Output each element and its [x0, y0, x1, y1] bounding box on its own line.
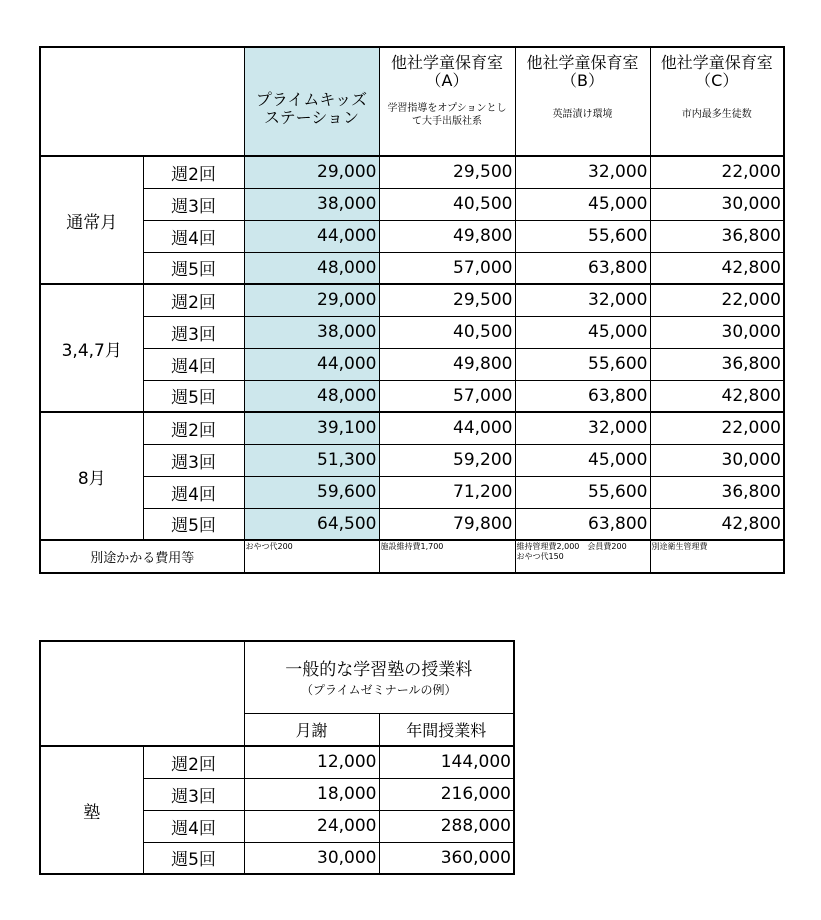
price-row — [40, 476, 784, 508]
header-empty-cell — [40, 47, 244, 156]
price-cell: 71,200 — [379, 476, 515, 508]
price-cell: 36,800 — [650, 220, 784, 252]
price-row — [40, 508, 784, 540]
extra-cost-note: 施設維持費1,700 — [379, 540, 515, 573]
price-row — [40, 412, 784, 444]
price-cell: 38,000 — [244, 188, 379, 220]
frequency-label: 週4回 — [143, 810, 244, 842]
price-cell: 63,800 — [515, 380, 650, 412]
price-cell: 22,000 — [650, 156, 784, 188]
price-cell: 57,000 — [379, 380, 515, 412]
frequency-label: 週4回 — [143, 476, 244, 508]
cram-school-fee-table — [39, 640, 515, 875]
price-cell: 32,000 — [515, 156, 650, 188]
price-cell: 63,800 — [515, 252, 650, 284]
col-header-annual: 年間授業料 — [379, 713, 514, 746]
price-cell: 29,000 — [244, 156, 379, 188]
price-row — [40, 316, 784, 348]
frequency-label: 週3回 — [143, 444, 244, 476]
price-row — [40, 284, 784, 316]
extra-cost-note: 別途衛生管理費 — [650, 540, 784, 573]
price-cell: 29,500 — [379, 284, 515, 316]
price-cell: 32,000 — [515, 284, 650, 316]
extra-cost-note: おやつ代200 — [244, 540, 379, 573]
cram-header-title: 一般的な学習塾の授業料 （プライムゼミナールの例） — [244, 641, 514, 713]
cram-group-label: 塾 — [40, 746, 143, 874]
price-cell: 44,000 — [244, 220, 379, 252]
price-cell: 30,000 — [650, 188, 784, 220]
month-group-label: 3,4,7月 — [40, 284, 143, 412]
price-cell: 36,800 — [650, 348, 784, 380]
cram-header-empty — [40, 641, 244, 746]
cram-price-row — [40, 746, 514, 778]
price-cell: 42,800 — [650, 508, 784, 540]
frequency-label: 週3回 — [143, 778, 244, 810]
header-competitor-b: 他社学童保育室 （B） 英語漬け環境 — [515, 47, 650, 156]
price-row — [40, 188, 784, 220]
price-cell: 57,000 — [379, 252, 515, 284]
price-cell: 30,000 — [650, 444, 784, 476]
price-cell: 40,500 — [379, 188, 515, 220]
frequency-label: 週4回 — [143, 348, 244, 380]
price-cell: 22,000 — [650, 284, 784, 316]
price-cell: 12,000 — [244, 746, 379, 778]
price-cell: 45,000 — [515, 188, 650, 220]
price-cell: 49,800 — [379, 220, 515, 252]
extra-cost-row — [40, 540, 784, 573]
frequency-label: 週2回 — [143, 746, 244, 778]
price-cell: 36,800 — [650, 476, 784, 508]
price-cell: 29,500 — [379, 156, 515, 188]
price-cell: 24,000 — [244, 810, 379, 842]
frequency-label: 週3回 — [143, 316, 244, 348]
price-cell: 51,300 — [244, 444, 379, 476]
frequency-label: 週2回 — [143, 156, 244, 188]
extra-cost-note: 維持管理費2,000 会員費200 おやつ代150 — [515, 540, 650, 573]
price-cell: 55,600 — [515, 476, 650, 508]
extra-cost-label: 別途かかる費用等 — [40, 540, 244, 573]
cram-header-row — [40, 641, 514, 713]
header-row — [40, 47, 784, 156]
frequency-label: 週2回 — [143, 412, 244, 444]
price-cell: 44,000 — [379, 412, 515, 444]
price-cell: 38,000 — [244, 316, 379, 348]
price-row — [40, 252, 784, 284]
price-row — [40, 348, 784, 380]
price-cell: 48,000 — [244, 252, 379, 284]
price-cell: 79,800 — [379, 508, 515, 540]
price-cell: 48,000 — [244, 380, 379, 412]
price-cell: 64,500 — [244, 508, 379, 540]
price-cell: 63,800 — [515, 508, 650, 540]
price-cell: 29,000 — [244, 284, 379, 316]
price-cell: 288,000 — [379, 810, 514, 842]
price-cell: 39,100 — [244, 412, 379, 444]
price-cell: 42,800 — [650, 380, 784, 412]
header-competitor-a: 他社学童保育室 （A） 学習指導をオプションとし て大手出版社系 — [379, 47, 515, 156]
fee-comparison-table — [39, 46, 785, 574]
price-cell: 216,000 — [379, 778, 514, 810]
price-cell: 49,800 — [379, 348, 515, 380]
price-cell: 44,000 — [244, 348, 379, 380]
price-cell: 360,000 — [379, 842, 514, 874]
frequency-label: 週5回 — [143, 508, 244, 540]
price-cell: 45,000 — [515, 444, 650, 476]
price-cell: 144,000 — [379, 746, 514, 778]
frequency-label: 週5回 — [143, 842, 244, 874]
price-row — [40, 444, 784, 476]
frequency-label: 週5回 — [143, 252, 244, 284]
price-cell: 55,600 — [515, 348, 650, 380]
price-row — [40, 380, 784, 412]
month-group-label: 8月 — [40, 412, 143, 540]
price-row — [40, 220, 784, 252]
price-cell: 22,000 — [650, 412, 784, 444]
frequency-label: 週3回 — [143, 188, 244, 220]
price-cell: 40,500 — [379, 316, 515, 348]
header-prime-kids: プライムキッズ ステーション — [244, 47, 379, 156]
price-row — [40, 156, 784, 188]
price-cell: 59,600 — [244, 476, 379, 508]
price-cell: 45,000 — [515, 316, 650, 348]
price-cell: 42,800 — [650, 252, 784, 284]
header-competitor-c: 他社学童保育室 （C） 市内最多生徒数 — [650, 47, 784, 156]
month-group-label: 通常月 — [40, 156, 143, 284]
col-header-monthly: 月謝 — [244, 713, 379, 746]
price-cell: 18,000 — [244, 778, 379, 810]
price-cell: 30,000 — [244, 842, 379, 874]
frequency-label: 週5回 — [143, 380, 244, 412]
price-cell: 59,200 — [379, 444, 515, 476]
price-cell: 32,000 — [515, 412, 650, 444]
frequency-label: 週4回 — [143, 220, 244, 252]
frequency-label: 週2回 — [143, 284, 244, 316]
price-cell: 55,600 — [515, 220, 650, 252]
price-cell: 30,000 — [650, 316, 784, 348]
